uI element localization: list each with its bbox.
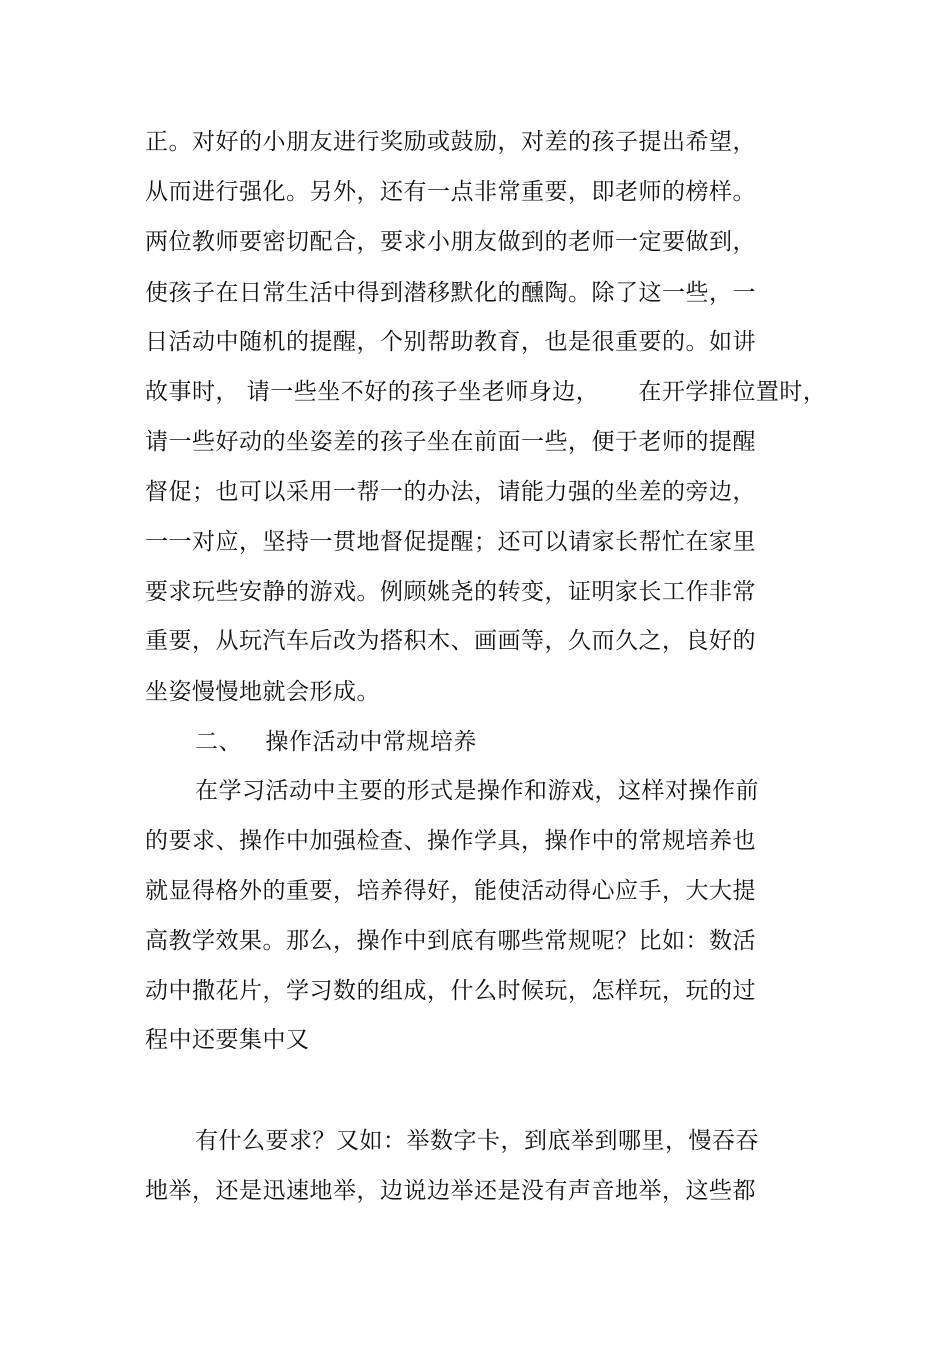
paragraph-line: 故事时， 请一些坐不好的孩子坐老师身边， 在开学排位置时， — [145, 379, 827, 405]
paragraph-line: 请一些好动的坐姿差的孩子坐在前面一些，便于老师的提醒 — [145, 429, 756, 455]
paragraph-line: 动中撒花片，学习数的组成，什么时候玩，怎样玩，玩的过 — [145, 978, 756, 1004]
paragraph-line: 的要求、操作中加强检查、操作学具，操作中的常规培养也 — [145, 828, 756, 854]
paragraph-line: 在学习活动中主要的形式是操作和游戏，这样对操作前 — [195, 778, 759, 804]
paragraph-line: 日活动中随机的提醒，个别帮助教育，也是很重要的。如讲 — [145, 329, 756, 355]
paragraph-line: 坐姿慢慢地就会形成。 — [145, 679, 380, 705]
paragraph-line: 有什么要求？又如：举数字卡，到底举到哪里，慢吞吞 — [195, 1128, 759, 1154]
paragraph-line: 一一对应，坚持一贯地督促提醒；还可以请家长帮忙在家里 — [145, 529, 756, 555]
paragraph-line: 两位教师要密切配合，要求小朋友做到的老师一定要做到， — [145, 229, 756, 255]
paragraph-line: 高教学效果。那么，操作中到底有哪些常规呢？比如：数活 — [145, 928, 756, 954]
paragraph-line: 地举，还是迅速地举，边说边举还是没有声音地举，这些都 — [145, 1178, 756, 1204]
paragraph-line: 要求玩些安静的游戏。例顾姚尧的转变，证明家长工作非常 — [145, 579, 756, 605]
paragraph-line: 正。对好的小朋友进行奖励或鼓励，对差的孩子提出希望， — [145, 129, 756, 155]
paragraph-line: 督促；也可以采用一帮一的办法，请能力强的坐差的旁边， — [145, 479, 756, 505]
paragraph-line: 就显得格外的重要，培养得好，能使活动得心应手，大大提 — [145, 878, 756, 904]
section-heading: 二、 操作活动中常规培养 — [195, 729, 477, 755]
paragraph-line: 重要，从玩汽车后改为搭积木、画画等，久而久之，良好的 — [145, 628, 756, 654]
paragraph-line: 从而进行强化。另外，还有一点非常重要，即老师的榜样。 — [145, 179, 756, 205]
paragraph-line: 使孩子在日常生活中得到潜移默化的醺陶。除了这一些，一 — [145, 280, 756, 306]
paragraph-line: 程中还要集中又 — [145, 1027, 310, 1053]
